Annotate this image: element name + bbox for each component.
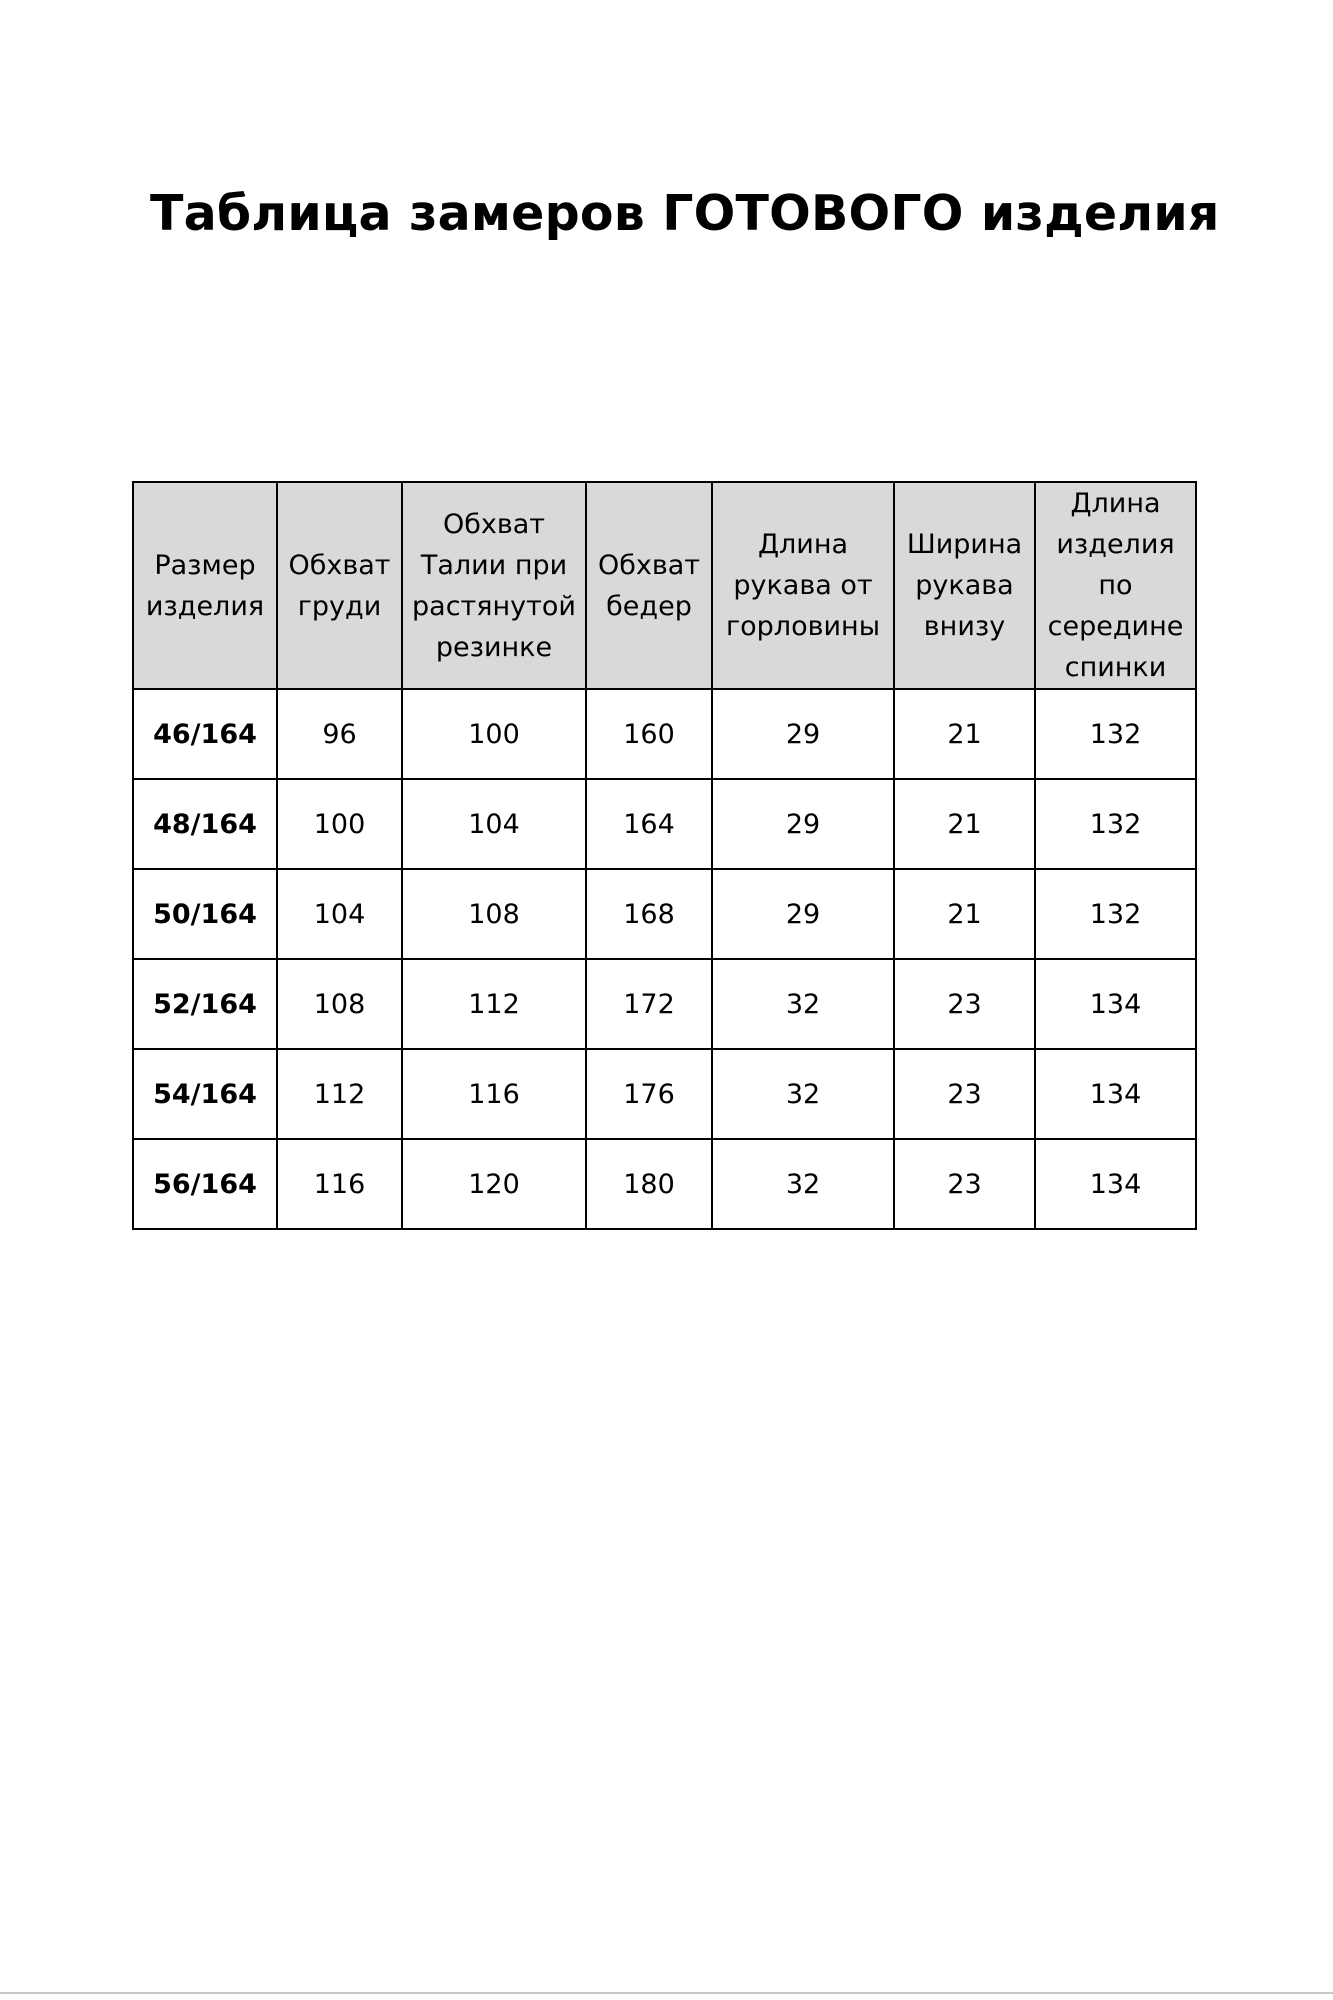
table-row — [133, 869, 1196, 959]
table-row — [133, 1139, 1196, 1229]
sleeve-width-cell: 21 — [894, 779, 1035, 869]
hip-cell: 180 — [586, 1139, 712, 1229]
waist-cell: 116 — [402, 1049, 586, 1139]
garment-length-cell: 134 — [1035, 1139, 1196, 1229]
size-cell: 46/164 — [133, 689, 277, 779]
table-header-row — [133, 482, 1196, 689]
waist-cell: 108 — [402, 869, 586, 959]
hip-cell: 164 — [586, 779, 712, 869]
header-garment-length: Длина изделия по середине спинки — [1035, 482, 1196, 689]
chest-cell: 108 — [277, 959, 402, 1049]
sleeve-length-cell: 32 — [712, 1049, 894, 1139]
header-size: Размер изделия — [133, 482, 277, 689]
sleeve-length-cell: 29 — [712, 779, 894, 869]
size-cell: 50/164 — [133, 869, 277, 959]
sleeve-width-cell: 23 — [894, 1139, 1035, 1229]
header-sleeve-length: Длина рукава от горловины — [712, 482, 894, 689]
hip-cell: 168 — [586, 869, 712, 959]
waist-cell: 120 — [402, 1139, 586, 1229]
table-row — [133, 689, 1196, 779]
hip-cell: 160 — [586, 689, 712, 779]
chest-cell: 96 — [277, 689, 402, 779]
sleeve-length-cell: 32 — [712, 1139, 894, 1229]
waist-cell: 104 — [402, 779, 586, 869]
header-waist-girth: Обхват Талии при растянутой резинке — [402, 482, 586, 689]
sleeve-width-cell: 23 — [894, 959, 1035, 1049]
document-title: Таблица замеров ГОТОВОГО изделия — [150, 185, 1220, 242]
sleeve-width-cell: 21 — [894, 869, 1035, 959]
sleeve-width-cell: 23 — [894, 1049, 1035, 1139]
garment-length-cell: 132 — [1035, 869, 1196, 959]
waist-cell: 112 — [402, 959, 586, 1049]
chest-cell: 112 — [277, 1049, 402, 1139]
chest-cell: 100 — [277, 779, 402, 869]
size-measurements-table — [132, 481, 1197, 1230]
chest-cell: 116 — [277, 1139, 402, 1229]
table-row — [133, 1049, 1196, 1139]
sleeve-width-cell: 21 — [894, 689, 1035, 779]
header-chest-girth: Обхват груди — [277, 482, 402, 689]
garment-length-cell: 132 — [1035, 779, 1196, 869]
garment-length-cell: 134 — [1035, 959, 1196, 1049]
table-row — [133, 779, 1196, 869]
chest-cell: 104 — [277, 869, 402, 959]
size-cell: 52/164 — [133, 959, 277, 1049]
sleeve-length-cell: 32 — [712, 959, 894, 1049]
hip-cell: 176 — [586, 1049, 712, 1139]
waist-cell: 100 — [402, 689, 586, 779]
size-cell: 48/164 — [133, 779, 277, 869]
size-cell: 54/164 — [133, 1049, 277, 1139]
header-hip-girth: Обхват бедер — [586, 482, 712, 689]
sleeve-length-cell: 29 — [712, 869, 894, 959]
hip-cell: 172 — [586, 959, 712, 1049]
garment-length-cell: 134 — [1035, 1049, 1196, 1139]
page-bottom-divider — [0, 1992, 1333, 1994]
header-sleeve-width: Ширина рукава внизу — [894, 482, 1035, 689]
garment-length-cell: 132 — [1035, 689, 1196, 779]
size-cell: 56/164 — [133, 1139, 277, 1229]
table-row — [133, 959, 1196, 1049]
sleeve-length-cell: 29 — [712, 689, 894, 779]
